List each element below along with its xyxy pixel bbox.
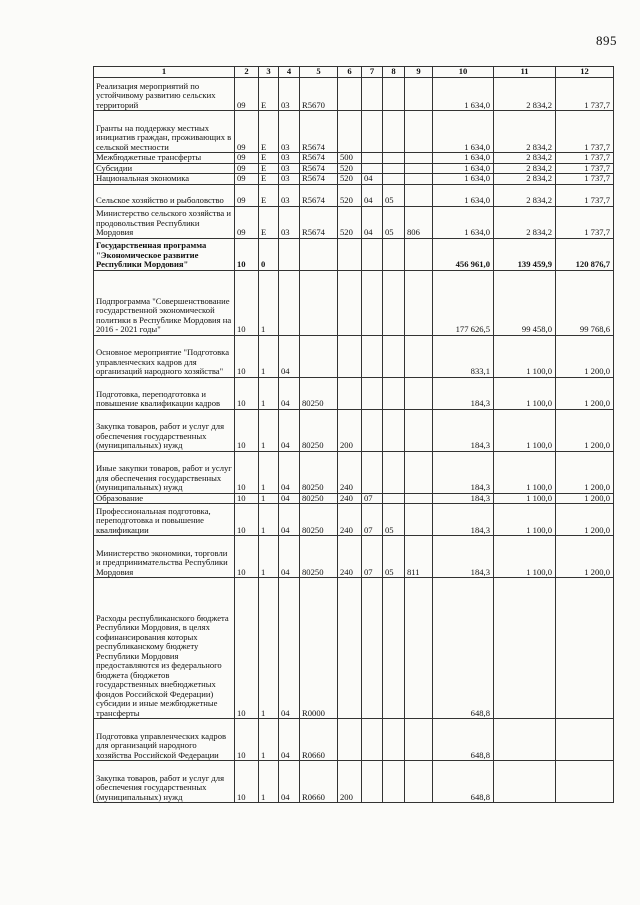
code-direction <box>300 238 338 270</box>
code-expense-type: 500 <box>338 153 362 164</box>
amount-col12: 99 768,6 <box>556 270 614 335</box>
code-expense-type: 520 <box>338 206 362 238</box>
code-activity: 04 <box>279 578 300 719</box>
code-section: 04 <box>362 206 383 238</box>
code-direction: 80250 <box>300 451 338 493</box>
code-subsection <box>383 270 405 335</box>
table-row <box>94 111 614 153</box>
code-subsection <box>383 719 405 761</box>
code-subprogram: 1 <box>259 451 279 493</box>
code-subprogram: Е <box>259 174 279 185</box>
table-row <box>94 377 614 409</box>
amount-col10: 1 634,0 <box>433 174 494 185</box>
amount-col11: 1 100,0 <box>494 377 556 409</box>
code-section <box>362 451 383 493</box>
page-number: 895 <box>596 33 617 48</box>
table-row <box>94 163 614 174</box>
row-name: Иные закупки товаров, работ и услуг для обеспечения государственных (муниципальных) нужд <box>94 451 235 493</box>
code-subprogram: Е <box>259 163 279 174</box>
code-subsection <box>383 163 405 174</box>
code-ministry <box>405 78 433 111</box>
code-activity <box>279 238 300 270</box>
table-row <box>94 451 614 493</box>
amount-col12: 1 737,7 <box>556 153 614 164</box>
amount-col11: 99 458,0 <box>494 270 556 335</box>
code-subsection: 05 <box>383 206 405 238</box>
amount-col10: 184,3 <box>433 451 494 493</box>
code-expense-type <box>338 719 362 761</box>
code-expense-type <box>338 270 362 335</box>
table-row <box>94 504 614 536</box>
amount-col10: 177 626,5 <box>433 270 494 335</box>
amount-col11: 2 834,2 <box>494 174 556 185</box>
code-activity: 04 <box>279 493 300 504</box>
code-expense-type <box>338 335 362 377</box>
amount-col11 <box>494 719 556 761</box>
amount-col10: 184,3 <box>433 377 494 409</box>
amount-col10: 184,3 <box>433 536 494 578</box>
code-ministry <box>405 761 433 803</box>
code-ministry <box>405 719 433 761</box>
amount-col12 <box>556 578 614 719</box>
code-section: 07 <box>362 536 383 578</box>
row-name: Подпрограмма "Совершенствование государственной экономической политики в Республике Мордовия на 2016 - 2021 годы" <box>94 270 235 335</box>
code-section <box>362 111 383 153</box>
row-name: Закупка товаров, работ и услуг для обеспечения государственных (муниципальных) нужд <box>94 761 235 803</box>
column-header: 6 <box>338 67 362 78</box>
amount-col10: 184,3 <box>433 504 494 536</box>
code-activity: 03 <box>279 184 300 206</box>
code-expense-type <box>338 78 362 111</box>
code-direction <box>300 270 338 335</box>
amount-col10: 648,8 <box>433 719 494 761</box>
code-direction: R5674 <box>300 111 338 153</box>
column-header: 8 <box>383 67 405 78</box>
code-subprogram: Е <box>259 153 279 164</box>
table-row <box>94 578 614 719</box>
code-subprogram: Е <box>259 184 279 206</box>
table-body <box>94 78 614 803</box>
code-subprogram: 1 <box>259 270 279 335</box>
code-expense-type: 200 <box>338 761 362 803</box>
code-subprogram: Е <box>259 206 279 238</box>
amount-col12: 1 200,0 <box>556 504 614 536</box>
column-header: 7 <box>362 67 383 78</box>
code-subsection <box>383 153 405 164</box>
code-section: 07 <box>362 493 383 504</box>
code-activity: 04 <box>279 451 300 493</box>
code-subprogram: 1 <box>259 409 279 451</box>
code-subsection <box>383 409 405 451</box>
code-activity: 03 <box>279 163 300 174</box>
code-ministry <box>405 451 433 493</box>
row-name: Межбюджетные трансферты <box>94 153 235 164</box>
table-row <box>94 536 614 578</box>
code-activity: 03 <box>279 174 300 185</box>
amount-col12: 1 200,0 <box>556 377 614 409</box>
amount-col11 <box>494 761 556 803</box>
code-ministry <box>405 504 433 536</box>
amount-col12: 1 200,0 <box>556 536 614 578</box>
code-program: 10 <box>235 451 259 493</box>
code-ministry <box>405 174 433 185</box>
code-section <box>362 761 383 803</box>
code-expense-type <box>338 578 362 719</box>
code-direction: 80250 <box>300 504 338 536</box>
row-name: Национальная экономика <box>94 174 235 185</box>
code-subprogram: 1 <box>259 719 279 761</box>
code-expense-type: 520 <box>338 163 362 174</box>
code-program: 09 <box>235 206 259 238</box>
row-name: Государственная программа "Экономическое развитие Республики Мордовия" <box>94 238 235 270</box>
code-subprogram: 1 <box>259 578 279 719</box>
code-program: 10 <box>235 270 259 335</box>
row-name: Профессиональная подготовка, переподготовка и повышение квалификации <box>94 504 235 536</box>
row-name: Субсидии <box>94 163 235 174</box>
amount-col11: 1 100,0 <box>494 409 556 451</box>
amount-col10: 648,8 <box>433 578 494 719</box>
code-activity <box>279 270 300 335</box>
code-direction: R0000 <box>300 578 338 719</box>
code-program: 10 <box>235 493 259 504</box>
code-subsection: 05 <box>383 184 405 206</box>
row-name: Сельское хозяйство и рыболовство <box>94 184 235 206</box>
code-subprogram: Е <box>259 111 279 153</box>
code-subsection <box>383 578 405 719</box>
table-row <box>94 335 614 377</box>
table-row <box>94 409 614 451</box>
code-program: 10 <box>235 761 259 803</box>
code-ministry <box>405 335 433 377</box>
amount-col10: 833,1 <box>433 335 494 377</box>
amount-col11: 2 834,2 <box>494 153 556 164</box>
code-expense-type <box>338 111 362 153</box>
code-subprogram: 1 <box>259 335 279 377</box>
code-program: 10 <box>235 536 259 578</box>
amount-col11: 2 834,2 <box>494 163 556 174</box>
code-section <box>362 719 383 761</box>
amount-col12: 1 737,7 <box>556 184 614 206</box>
code-direction: 80250 <box>300 377 338 409</box>
amount-col10: 1 634,0 <box>433 206 494 238</box>
amount-col11: 1 100,0 <box>494 493 556 504</box>
code-expense-type: 520 <box>338 174 362 185</box>
code-activity: 04 <box>279 536 300 578</box>
amount-col10: 1 634,0 <box>433 111 494 153</box>
code-ministry <box>405 184 433 206</box>
row-name: Реализация мероприятий по устойчивому развитию сельских территорий <box>94 78 235 111</box>
code-expense-type <box>338 377 362 409</box>
code-ministry <box>405 111 433 153</box>
amount-col11: 1 100,0 <box>494 451 556 493</box>
code-activity: 03 <box>279 206 300 238</box>
code-subprogram: 1 <box>259 377 279 409</box>
column-header: 11 <box>494 67 556 78</box>
code-ministry <box>405 493 433 504</box>
code-ministry <box>405 238 433 270</box>
row-name: Подготовка, переподготовка и повышение квалификации кадров <box>94 377 235 409</box>
code-activity: 04 <box>279 409 300 451</box>
table-row <box>94 78 614 111</box>
amount-col11: 1 100,0 <box>494 536 556 578</box>
code-program: 10 <box>235 409 259 451</box>
code-subprogram: 1 <box>259 536 279 578</box>
code-subsection <box>383 377 405 409</box>
code-expense-type <box>338 238 362 270</box>
code-ministry: 811 <box>405 536 433 578</box>
amount-col12: 1 737,7 <box>556 206 614 238</box>
table-row <box>94 761 614 803</box>
code-activity: 03 <box>279 153 300 164</box>
code-program: 09 <box>235 163 259 174</box>
code-section: 04 <box>362 174 383 185</box>
amount-col11: 2 834,2 <box>494 78 556 111</box>
row-name: Министерство экономики, торговли и предпринимательства Республики Мордовия <box>94 536 235 578</box>
code-program: 09 <box>235 184 259 206</box>
code-subprogram: 1 <box>259 504 279 536</box>
code-direction: 80250 <box>300 536 338 578</box>
amount-col12: 120 876,7 <box>556 238 614 270</box>
code-direction: R5674 <box>300 184 338 206</box>
table-row <box>94 153 614 164</box>
code-subsection <box>383 238 405 270</box>
amount-col10: 1 634,0 <box>433 78 494 111</box>
column-header: 9 <box>405 67 433 78</box>
code-program: 09 <box>235 111 259 153</box>
amount-col11: 1 100,0 <box>494 335 556 377</box>
code-direction: R5674 <box>300 206 338 238</box>
code-ministry <box>405 153 433 164</box>
code-expense-type: 240 <box>338 504 362 536</box>
code-activity: 03 <box>279 78 300 111</box>
table-row <box>94 493 614 504</box>
code-subsection <box>383 78 405 111</box>
code-section <box>362 163 383 174</box>
code-section <box>362 78 383 111</box>
code-subsection <box>383 335 405 377</box>
code-ministry <box>405 377 433 409</box>
code-subprogram: 1 <box>259 493 279 504</box>
row-name: Расходы республиканского бюджета Республики Мордовия, в целях софинансирования которых республиканскому бюджету Республики Мордовия предоставляются из федерального бюджета (бюджетов государственных внебюджетных фондов Российской Федерации) субсидии и иные межбюджетные трансферты <box>94 578 235 719</box>
code-ministry <box>405 163 433 174</box>
code-activity: 04 <box>279 504 300 536</box>
table-row <box>94 184 614 206</box>
code-expense-type: 240 <box>338 451 362 493</box>
code-direction <box>300 335 338 377</box>
code-subsection <box>383 493 405 504</box>
code-ministry: 806 <box>405 206 433 238</box>
amount-col11: 2 834,2 <box>494 111 556 153</box>
amount-col12 <box>556 719 614 761</box>
amount-col11: 2 834,2 <box>494 184 556 206</box>
column-header: 3 <box>259 67 279 78</box>
amount-col10: 1 634,0 <box>433 163 494 174</box>
code-ministry <box>405 578 433 719</box>
code-section: 04 <box>362 184 383 206</box>
code-section <box>362 335 383 377</box>
table-row <box>94 719 614 761</box>
row-name: Министерство сельского хозяйства и продовольствия Республики Мордовия <box>94 206 235 238</box>
amount-col12: 1 200,0 <box>556 493 614 504</box>
code-ministry <box>405 409 433 451</box>
code-activity: 04 <box>279 377 300 409</box>
column-header: 12 <box>556 67 614 78</box>
code-expense-type: 240 <box>338 493 362 504</box>
code-section <box>362 153 383 164</box>
code-program: 09 <box>235 153 259 164</box>
code-program: 10 <box>235 238 259 270</box>
amount-col11: 2 834,2 <box>494 206 556 238</box>
code-subsection: 05 <box>383 536 405 578</box>
column-header: 10 <box>433 67 494 78</box>
code-expense-type: 240 <box>338 536 362 578</box>
code-activity: 04 <box>279 719 300 761</box>
amount-col12: 1 737,7 <box>556 163 614 174</box>
code-program: 09 <box>235 174 259 185</box>
table-row <box>94 174 614 185</box>
amount-col12: 1 200,0 <box>556 451 614 493</box>
table-row <box>94 238 614 270</box>
amount-col11: 1 100,0 <box>494 504 556 536</box>
code-section <box>362 377 383 409</box>
code-section <box>362 578 383 719</box>
amount-col10: 1 634,0 <box>433 153 494 164</box>
column-header: 2 <box>235 67 259 78</box>
code-direction: R5670 <box>300 78 338 111</box>
code-program: 10 <box>235 578 259 719</box>
table-row <box>94 270 614 335</box>
code-subsection <box>383 761 405 803</box>
row-name: Гранты на поддержку местных инициатив граждан, проживающих в сельской местности <box>94 111 235 153</box>
budget-table <box>93 66 614 803</box>
amount-col10: 184,3 <box>433 493 494 504</box>
code-program: 10 <box>235 719 259 761</box>
code-subsection <box>383 451 405 493</box>
code-subsection: 05 <box>383 504 405 536</box>
row-name: Закупка товаров, работ и услуг для обеспечения государственных (муниципальных) нужд <box>94 409 235 451</box>
code-subprogram: Е <box>259 78 279 111</box>
amount-col10: 648,8 <box>433 761 494 803</box>
column-header: 4 <box>279 67 300 78</box>
amount-col10: 456 961,0 <box>433 238 494 270</box>
amount-col11: 139 459,9 <box>494 238 556 270</box>
code-direction: R5674 <box>300 153 338 164</box>
code-program: 10 <box>235 377 259 409</box>
code-direction: R5674 <box>300 174 338 185</box>
code-program: 10 <box>235 504 259 536</box>
code-direction: R0660 <box>300 761 338 803</box>
amount-col12: 1 200,0 <box>556 409 614 451</box>
amount-col11 <box>494 578 556 719</box>
code-section <box>362 409 383 451</box>
column-header: 5 <box>300 67 338 78</box>
code-program: 10 <box>235 335 259 377</box>
code-section <box>362 238 383 270</box>
table-row <box>94 206 614 238</box>
amount-col10: 1 634,0 <box>433 184 494 206</box>
amount-col12: 1 737,7 <box>556 111 614 153</box>
code-expense-type: 200 <box>338 409 362 451</box>
code-program: 09 <box>235 78 259 111</box>
code-activity: 03 <box>279 111 300 153</box>
code-activity: 04 <box>279 761 300 803</box>
code-subsection <box>383 174 405 185</box>
column-header: 1 <box>94 67 235 78</box>
amount-col12: 1 737,7 <box>556 174 614 185</box>
row-name: Подготовка управленческих кадров для организаций народного хозяйства Российской Федерации <box>94 719 235 761</box>
code-subsection <box>383 111 405 153</box>
code-subprogram: 0 <box>259 238 279 270</box>
code-direction: R0660 <box>300 719 338 761</box>
code-ministry <box>405 270 433 335</box>
code-activity: 04 <box>279 335 300 377</box>
code-direction: 80250 <box>300 409 338 451</box>
code-section <box>362 270 383 335</box>
code-subprogram: 1 <box>259 761 279 803</box>
code-expense-type: 520 <box>338 184 362 206</box>
amount-col12 <box>556 761 614 803</box>
amount-col12: 1 737,7 <box>556 78 614 111</box>
code-direction: 80250 <box>300 493 338 504</box>
code-direction: R5674 <box>300 163 338 174</box>
amount-col12: 1 200,0 <box>556 335 614 377</box>
table-header-row <box>94 67 614 78</box>
amount-col10: 184,3 <box>433 409 494 451</box>
row-name: Основное мероприятие "Подготовка управленческих кадров для организаций народного хозяйства" <box>94 335 235 377</box>
code-section: 07 <box>362 504 383 536</box>
row-name: Образование <box>94 493 235 504</box>
